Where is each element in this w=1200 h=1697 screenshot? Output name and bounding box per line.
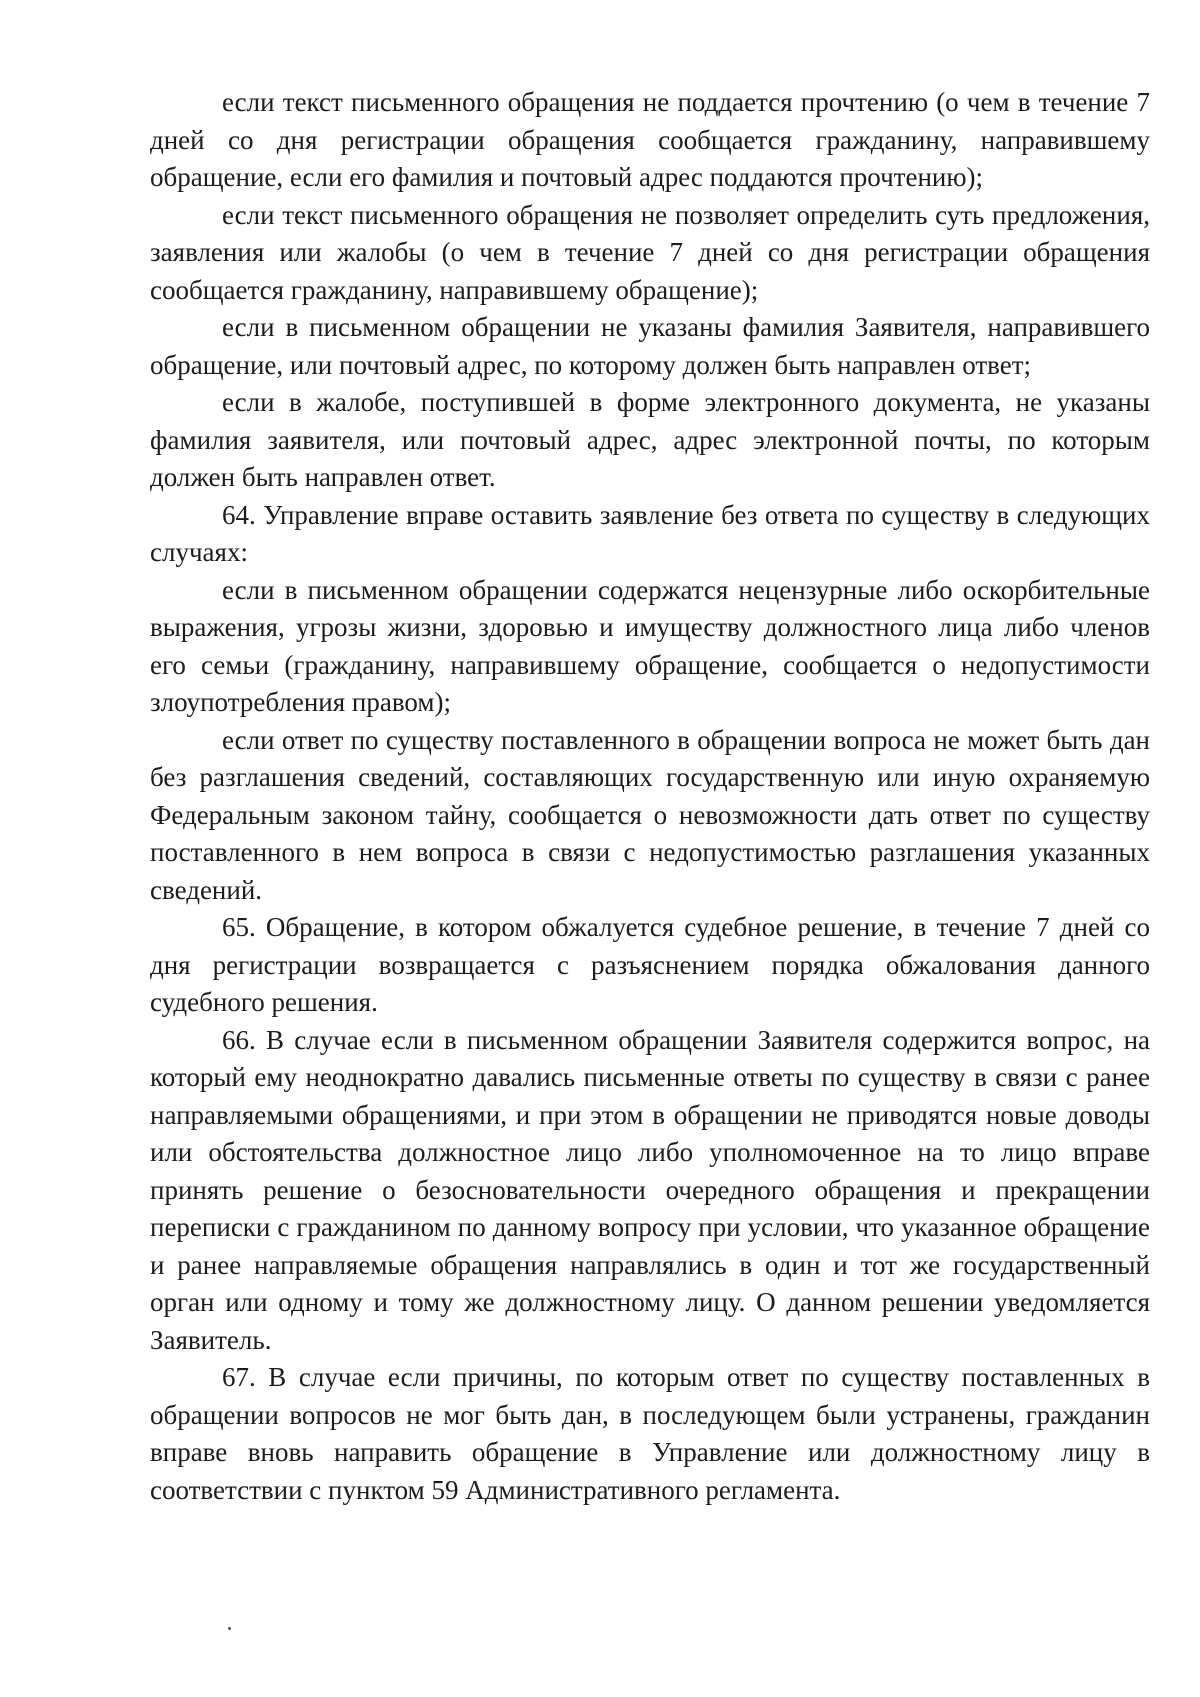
paragraph-electronic-complaint: если в жалобе, поступившей в форме электронного документа, не указаны фамилия заявителя, или почтовый адрес, адрес электронной почты, по которым должен быть направлен ответ.: [150, 387, 1150, 492]
paragraph-67: 67. В случае если причины, по которым ответ по существу поставленных в обращении вопросов не мог быть дан, в последующем были устранены, гражданин вправе вновь направить обращение в Управление или должностному лицу в соответствии с пунктом 59 Административного регламента.: [150, 1362, 1150, 1505]
paragraph-undefined-essence: если текст письменного обращения не позволяет определить суть предложения, заявления или жалобы (о чем в течение 7 дней со дня регистрации обращения сообщается гражданину, направившему обращение);: [150, 199, 1150, 305]
paragraph-state-secret: если ответ по существу поставленного в обращении вопроса не может быть дан без разглашения сведений, составляющих государственную или иную охраняемую Федеральным законом тайну, сообщается о невозможности дать ответ по существу поставленного в нем вопроса в связи с недопустимостью разглашения указанных сведений.: [150, 724, 1150, 905]
paragraph-64-heading: 64. Управление вправе оставить заявление без ответа по существу в следующих случаях:: [150, 499, 1150, 567]
paragraph-no-surname: если в письменном обращении не указаны фамилия Заявителя, направившего обращение, или почтовый адрес, по которому должен быть направлен ответ;: [150, 312, 1150, 380]
paragraph-obscene-language: если в письменном обращении содержатся нецензурные либо оскорбительные выражения, угрозы жизни, здоровью и имуществу должностного лица либо членов его семьи (гражданину, направившему обращение, сообщается о недопустимости злоупотребления правом);: [150, 574, 1150, 717]
document-body: [150, 84, 1150, 1509]
paragraph-65: 65. Обращение, в котором обжалуется судебное решение, в течение 7 дней со дня регистрации возвращается с разъяснением порядка обжалования данного судебного решения.: [150, 912, 1150, 1017]
paragraph-66: 66. В случае если в письменном обращении Заявителя содержится вопрос, на который ему неоднократно давались письменные ответы по существу в связи с ранее направляемыми обращениями, и при этом в обращении не приводятся новые доводы или обстоятельства должностное лицо либо уполномоченное на то лицо вправе принять решение о безосновательности очередного обращения и прекращении переписки с гражданином по данному вопросу при условии, что указанное обращение и ранее направляемые обращения направлялись в один и тот же государственный орган или одному и тому же должностному лицу. О данном решении уведомляется Заявитель.: [150, 1024, 1150, 1355]
scan-speck: [228, 1627, 231, 1630]
paragraph-unreadable-text: если текст письменного обращения не поддается прочтению (о чем в течение 7 дней со дня регистрации обращения сообщается гражданину, направившему обращение, если его фамилия и почтовый адрес поддаются прочтению);: [150, 87, 1150, 192]
